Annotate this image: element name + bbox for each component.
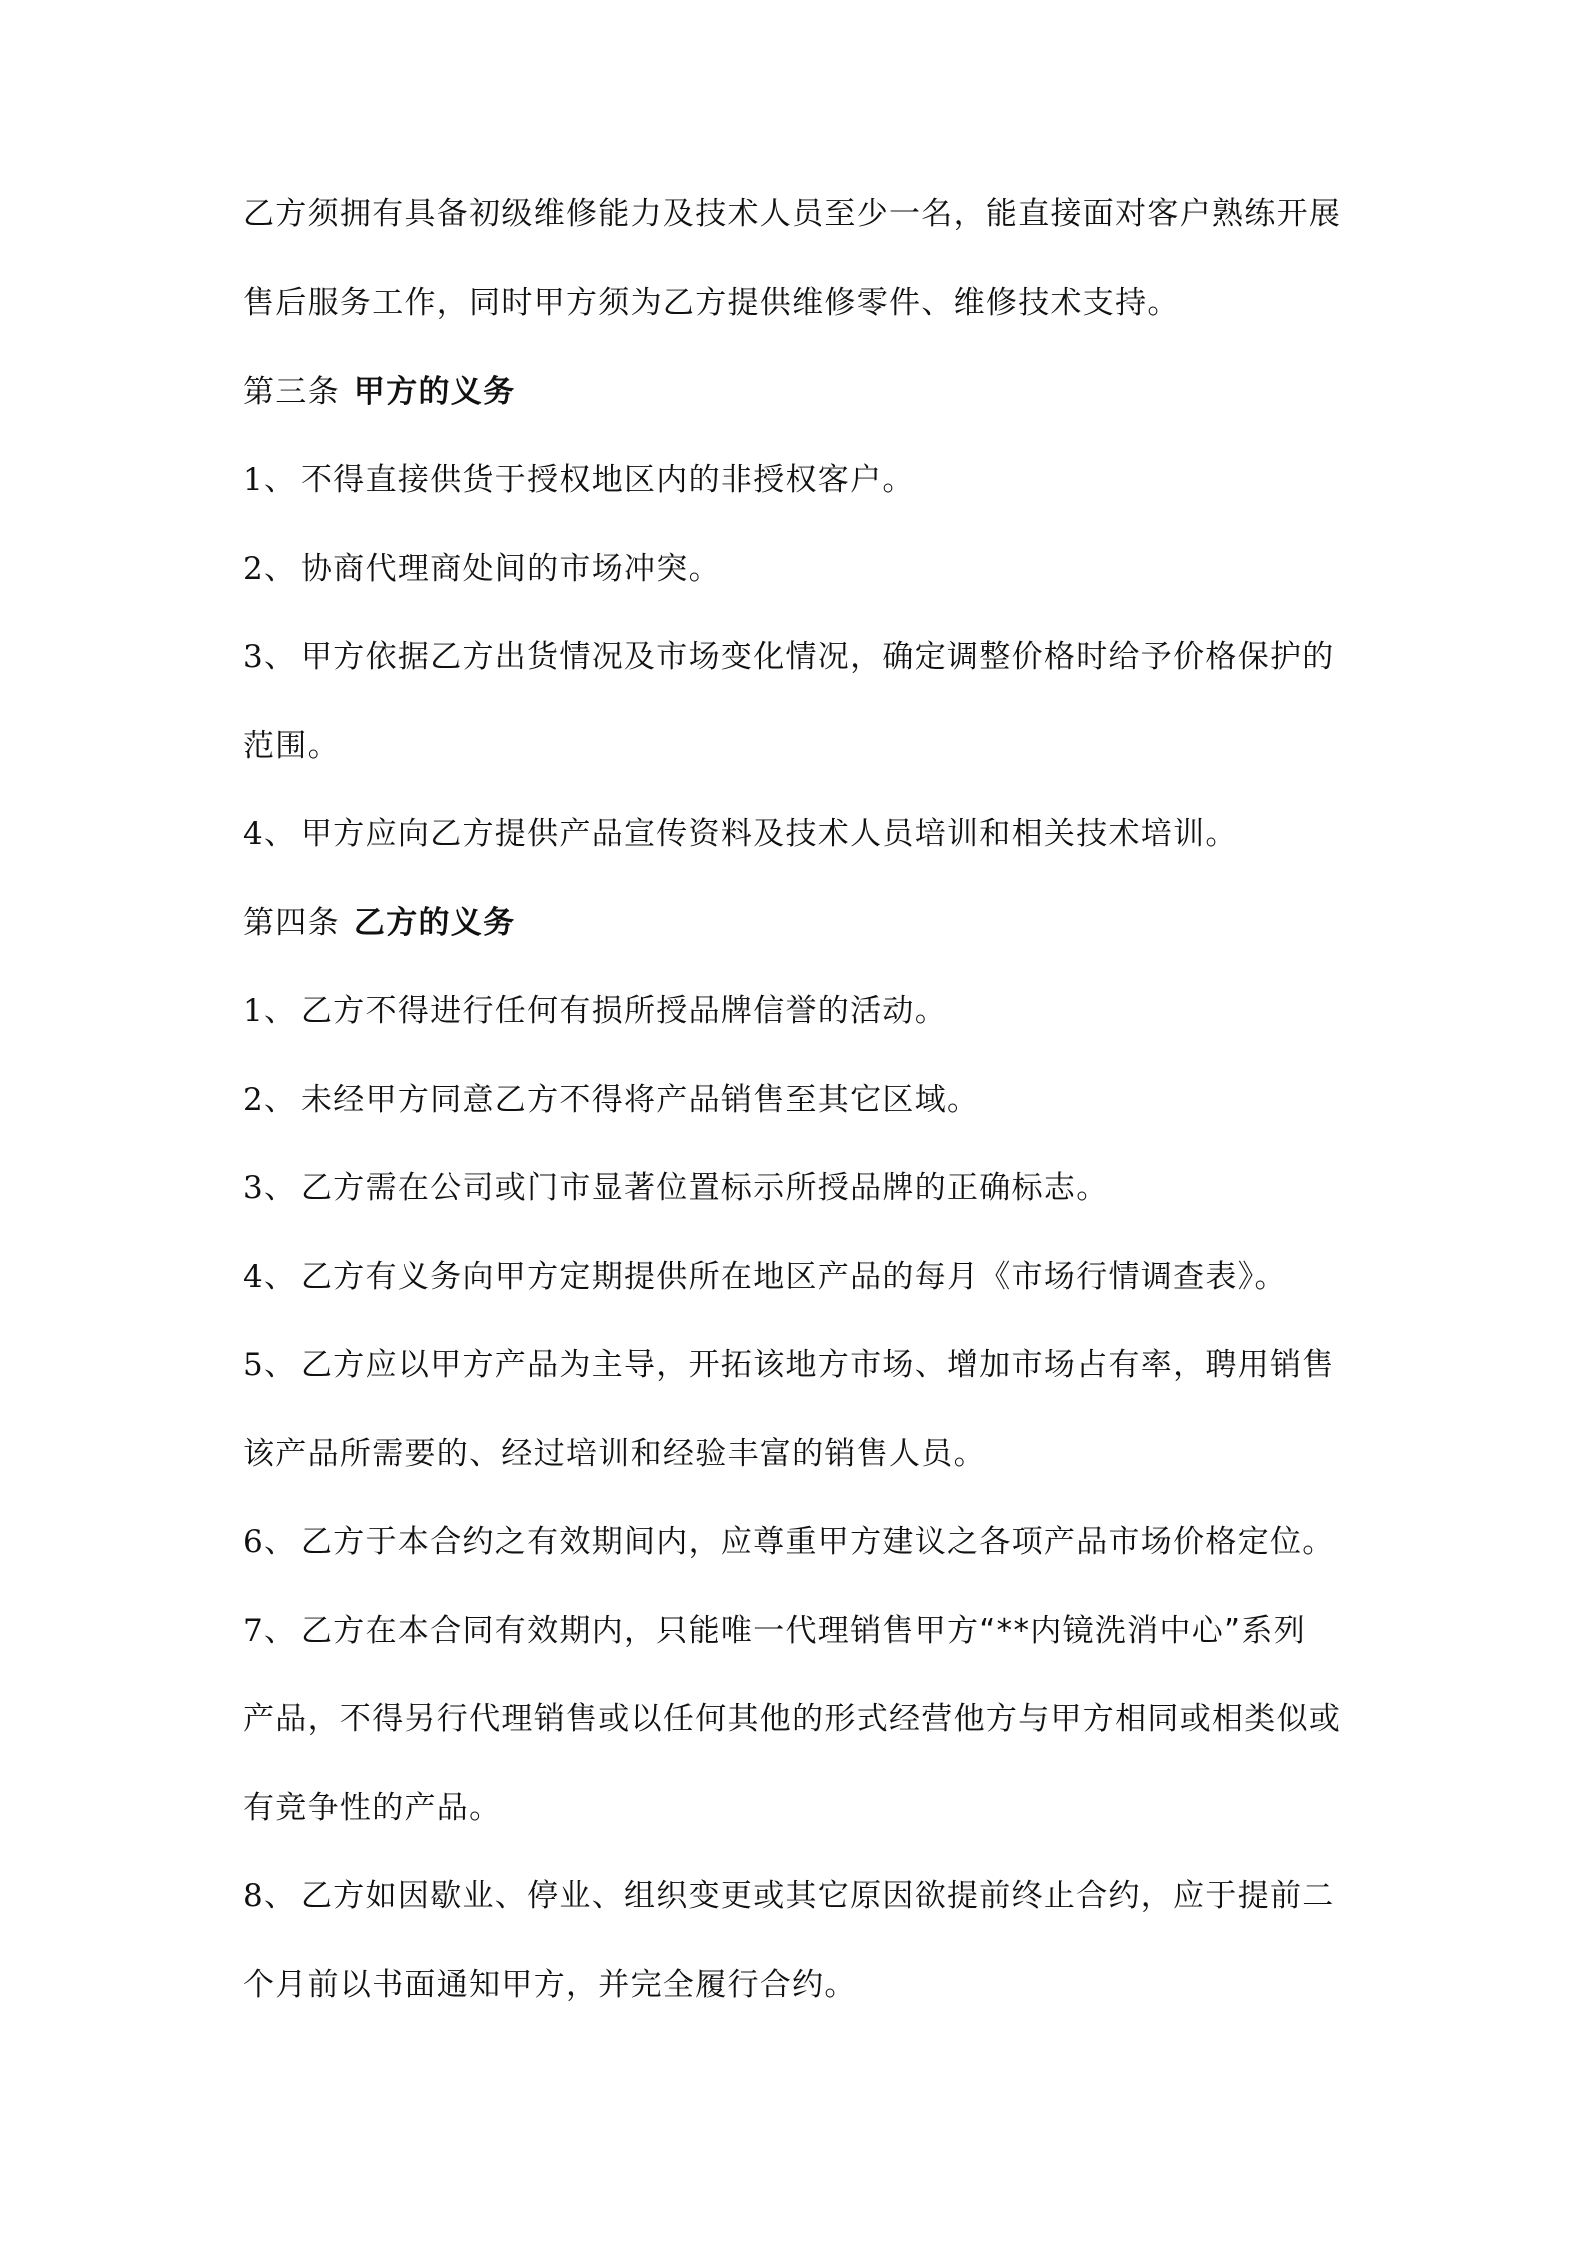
paragraph-line: 该产品所需要的、经过培训和经验丰富的销售人员。 bbox=[243, 1436, 986, 1472]
list-item: 6、 乙方于本合约之有效期间内，应尊重甲方建议之各项产品市场价格定位。 bbox=[243, 1524, 1335, 1560]
list-item: 5、 乙方应以甲方产品为主导，开拓该地方市场、增加市场占有率，聘用销售 bbox=[243, 1347, 1335, 1383]
list-item: 8、 乙方如因歇业、停业、组织变更或其它原因欲提前终止合约，应于提前二 bbox=[243, 1878, 1335, 1914]
article-heading: 第三条 甲方的义务 bbox=[243, 374, 516, 410]
paragraph-line: 有竞争性的产品。 bbox=[243, 1790, 502, 1826]
paragraph-line: 售后服务工作，同时甲方须为乙方提供维修零件、维修技术支持。 bbox=[243, 285, 1180, 321]
list-item: 4、 甲方应向乙方提供产品宣传资料及技术人员培训和相关技术培训。 bbox=[243, 816, 1238, 852]
article-heading: 第四条 乙方的义务 bbox=[243, 905, 516, 941]
list-item: 3、 乙方需在公司或门市显著位置标示所授品牌的正确标志。 bbox=[243, 1170, 1109, 1206]
list-item: 4、 乙方有义务向甲方定期提供所在地区产品的每月《市场行情调查表》。 bbox=[243, 1259, 1287, 1295]
list-item: 2、 协商代理商处间的市场冲突。 bbox=[243, 551, 721, 587]
paragraph-line: 个月前以书面通知甲方，并完全履行合约。 bbox=[243, 1967, 857, 2003]
paragraph-line: 乙方须拥有具备初级维修能力及技术人员至少一名，能直接面对客户熟练开展 bbox=[243, 196, 1342, 232]
list-item: 3、 甲方依据乙方出货情况及市场变化情况，确定调整价格时给予价格保护的 bbox=[243, 639, 1335, 675]
list-item: 1、 不得直接供货于授权地区内的非授权客户。 bbox=[243, 462, 915, 498]
list-item: 2、 未经甲方同意乙方不得将产品销售至其它区域。 bbox=[243, 1082, 980, 1118]
list-item: 1、 乙方不得进行任何有损所授品牌信誉的活动。 bbox=[243, 993, 947, 1029]
paragraph-line: 产品，不得另行代理销售或以任何其他的形式经营他方与甲方相同或相类似或 bbox=[243, 1701, 1342, 1737]
list-item: 7、 乙方在本合同有效期内，只能唯一代理销售甲方“**内镜洗消中心”系列 bbox=[243, 1613, 1307, 1649]
paragraph-line: 范围。 bbox=[243, 728, 340, 764]
